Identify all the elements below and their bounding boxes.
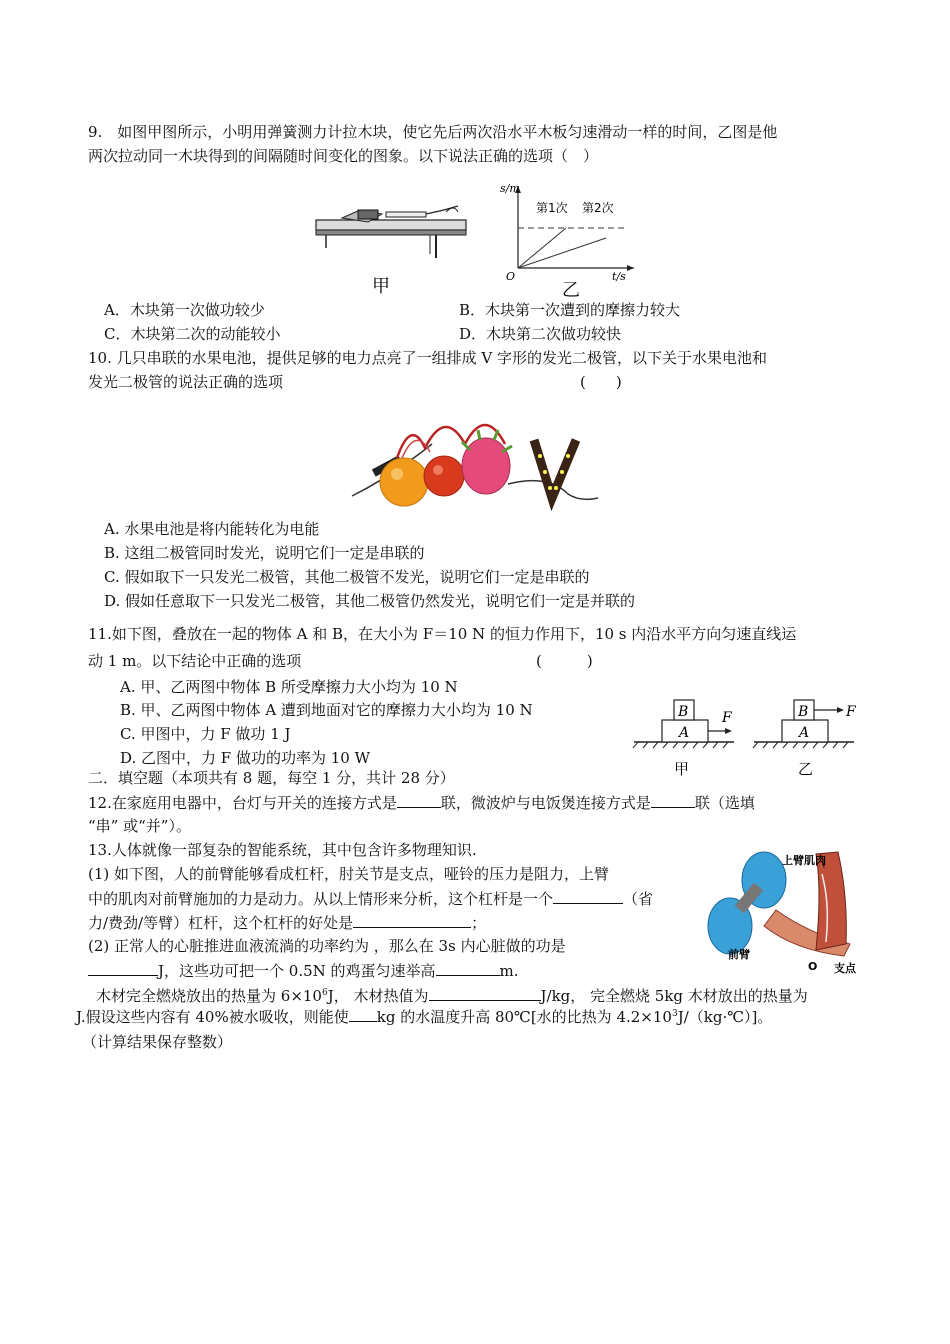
graph-label-first: 第1次 (536, 201, 568, 215)
q14-text-d: J.假设这些内容有 40%被水吸收，则能使 (76, 1008, 349, 1026)
q11-option-b: B. 甲、乙两图中物体 A 遭到地面对它的摩擦力大小均为 10 N (120, 701, 533, 719)
graph-origin-label: O (506, 270, 516, 283)
force-label-yi: F (846, 704, 856, 720)
graph-label-second: 第2次 (582, 201, 614, 215)
fig-jia-label: 甲 (674, 760, 690, 778)
q9-option-b: B．木块第一次遭到的摩擦力较大 (459, 301, 681, 319)
section-2-heading: 二．填空题（本项共有 8 题，每空 1 分，共计 28 分） (88, 769, 455, 787)
q12-line1 (88, 792, 755, 813)
label-pivot: 支点 (834, 962, 856, 975)
q11-option-d: D. 乙图中，力 F 做功的功率为 10 W (120, 749, 371, 767)
q9-option-a: A．木块第一次做功较少 (104, 301, 265, 319)
q12-line2: “串” 或“并”）。 (88, 817, 191, 835)
q11-option-c: C. 甲图中，力 F 做功 1 J (120, 725, 291, 743)
q14-line3: （计算结果保存整数） (82, 1033, 233, 1051)
q13-sub1-text-c: 力/费劲/等臂）杠杆，这个杠杆的好处是 (88, 914, 354, 932)
q9-option-c: C．木块第二次的动能较小 (104, 325, 281, 343)
q13-height-blank[interactable] (436, 960, 500, 976)
q13-sub1-line3 (88, 912, 486, 933)
label-forearm: 前臂 (728, 948, 750, 961)
q14-text-a: 木材完全燃烧放出的热量为 6×10 (96, 987, 322, 1005)
q10-line1: 10. 几只串联的水果电池，提供足够的电力点亮了一组排成 V 字形的发光二极管，以下关于水果电池和 (88, 349, 767, 367)
q14-text-c: J/kg， 完全燃烧 5kg 木材放出的热量为 (540, 987, 808, 1005)
q12-blank-1[interactable] (397, 792, 441, 808)
q14-text-b: J， 木材热值为 (327, 987, 429, 1005)
q10-line2: 发光二极管的说法正确的选项 (88, 373, 284, 391)
fig-yi-caption: 乙 (562, 280, 580, 300)
q14-exponent-1: 6 (321, 988, 328, 998)
block-b-label-yi: B (798, 704, 809, 720)
block-a-label: A (679, 725, 690, 741)
q11-option-a: A. 甲、乙两图中物体 B 所受摩擦力大小均为 10 N (120, 678, 458, 696)
figure-jia (633, 700, 734, 778)
label-upper-arm-muscle: 上臂肌肉 (782, 854, 826, 867)
q14-exponent-2: 3 (671, 1009, 678, 1019)
fig-yi-label: 乙 (798, 760, 814, 778)
q13-sub1-text-d: ； (471, 914, 487, 932)
q9-line2: 两次拉动同一木块得到的间隔随时间变化的图象。以下说法正确的选项（ ） (88, 147, 599, 165)
force-label: F (722, 710, 732, 726)
q13-work-blank[interactable] (88, 960, 158, 976)
q14-line1 (96, 985, 808, 1006)
q12-blank-2[interactable] (651, 792, 695, 808)
q11-answer-paren: ( ) (536, 652, 593, 670)
q13-sub2-line2 (88, 960, 519, 981)
q13-sub1-line1: (1) 如下图，人的前臂能够看成杠杆，肘关节是支点，哑铃的压力是阻力，上臂 (88, 865, 610, 883)
figure-yi (753, 700, 857, 778)
q13-lever-type-blank[interactable] (553, 888, 623, 904)
q13-sub1-line2 (88, 888, 653, 909)
label-o: O (808, 960, 818, 973)
block-a-label-yi: A (799, 725, 810, 741)
q13-sub2-line1: (2) 正常人的心脏推进血液流淌的功率约为 ，那么在 3s 内心脏做的功是 (88, 937, 566, 955)
q13-sub1-text-a: 中的肌肉对前臂施加的力是动力。从以上情形来分析，这个杠杆是一个 (88, 890, 554, 908)
q9-line1: 9. 如图甲图所示，小明用弹簧测力计拉木块，使它先后两次沿水平木板匀速滑动一样的时间，乙图是他 (88, 123, 778, 141)
q13-lever-benefit-blank[interactable] (353, 912, 471, 928)
block-b-label: B (678, 704, 689, 720)
q10-option-a: A. 水果电池是将内能转化为电能 (104, 520, 320, 538)
spring-scale-figure (312, 196, 472, 298)
q10-option-b: B. 这组二极管同时发光，说明它们一定是串联的 (104, 544, 425, 562)
q14-heat-value-blank[interactable] (429, 985, 541, 1001)
graph-x-axis-label: t/s (612, 270, 626, 283)
arm-lever-figure (704, 834, 864, 976)
s-t-graph (496, 176, 646, 300)
q14-text-f: J/（kg·℃）]。 (677, 1008, 773, 1026)
q13-sub2-text-b: m. (499, 962, 519, 980)
q13-sub1-text-b: （省 (623, 890, 654, 908)
graph-y-axis-label: s/m (500, 182, 520, 195)
q14-line2 (76, 1006, 772, 1027)
q14-text-e: kg 的水温度升高 80℃[水的比热为 4.2×10 (376, 1008, 672, 1026)
q13-sub2-text-a: J，这些功可把一个 0.5N 的鸡蛋匀速举高 (158, 962, 436, 980)
q13-line1: 13.人体就像一部复杂的智能系统，其中包含许多物理知识. (88, 841, 477, 859)
q10-option-d: D. 假如任意取下一只发光二极管，其他二极管仍然发光，说明它们一定是并联的 (104, 592, 636, 610)
q10-answer-paren: ( ) (580, 373, 622, 391)
q11-line1: 11.如下图，叠放在一起的物体 A 和 B，在大小为 F＝10 N 的恒力作用下，10 s 内沿水平方向匀速直线运 (88, 625, 797, 643)
stacked-blocks-figure (632, 696, 862, 778)
q12-text-3: 联（选填 (694, 794, 755, 812)
fig-jia-caption: 甲 (372, 276, 390, 297)
q14-mass-blank[interactable] (349, 1006, 377, 1022)
q12-text-1: 12.在家庭用电器中，台灯与开关的连接方式是 (88, 794, 397, 812)
q11-line2: 动 1 m。以下结论中正确的选项 (88, 652, 302, 670)
q10-option-c: C. 假如取下一只发光二极管，其他二极管不发光，说明它们一定是串联的 (104, 568, 590, 586)
q12-text-2: 联，微波炉与电饭煲连接方式是 (440, 794, 651, 812)
q9-option-d: D．木块第二次做功较快 (459, 325, 622, 343)
fruit-battery-photo (342, 400, 610, 512)
